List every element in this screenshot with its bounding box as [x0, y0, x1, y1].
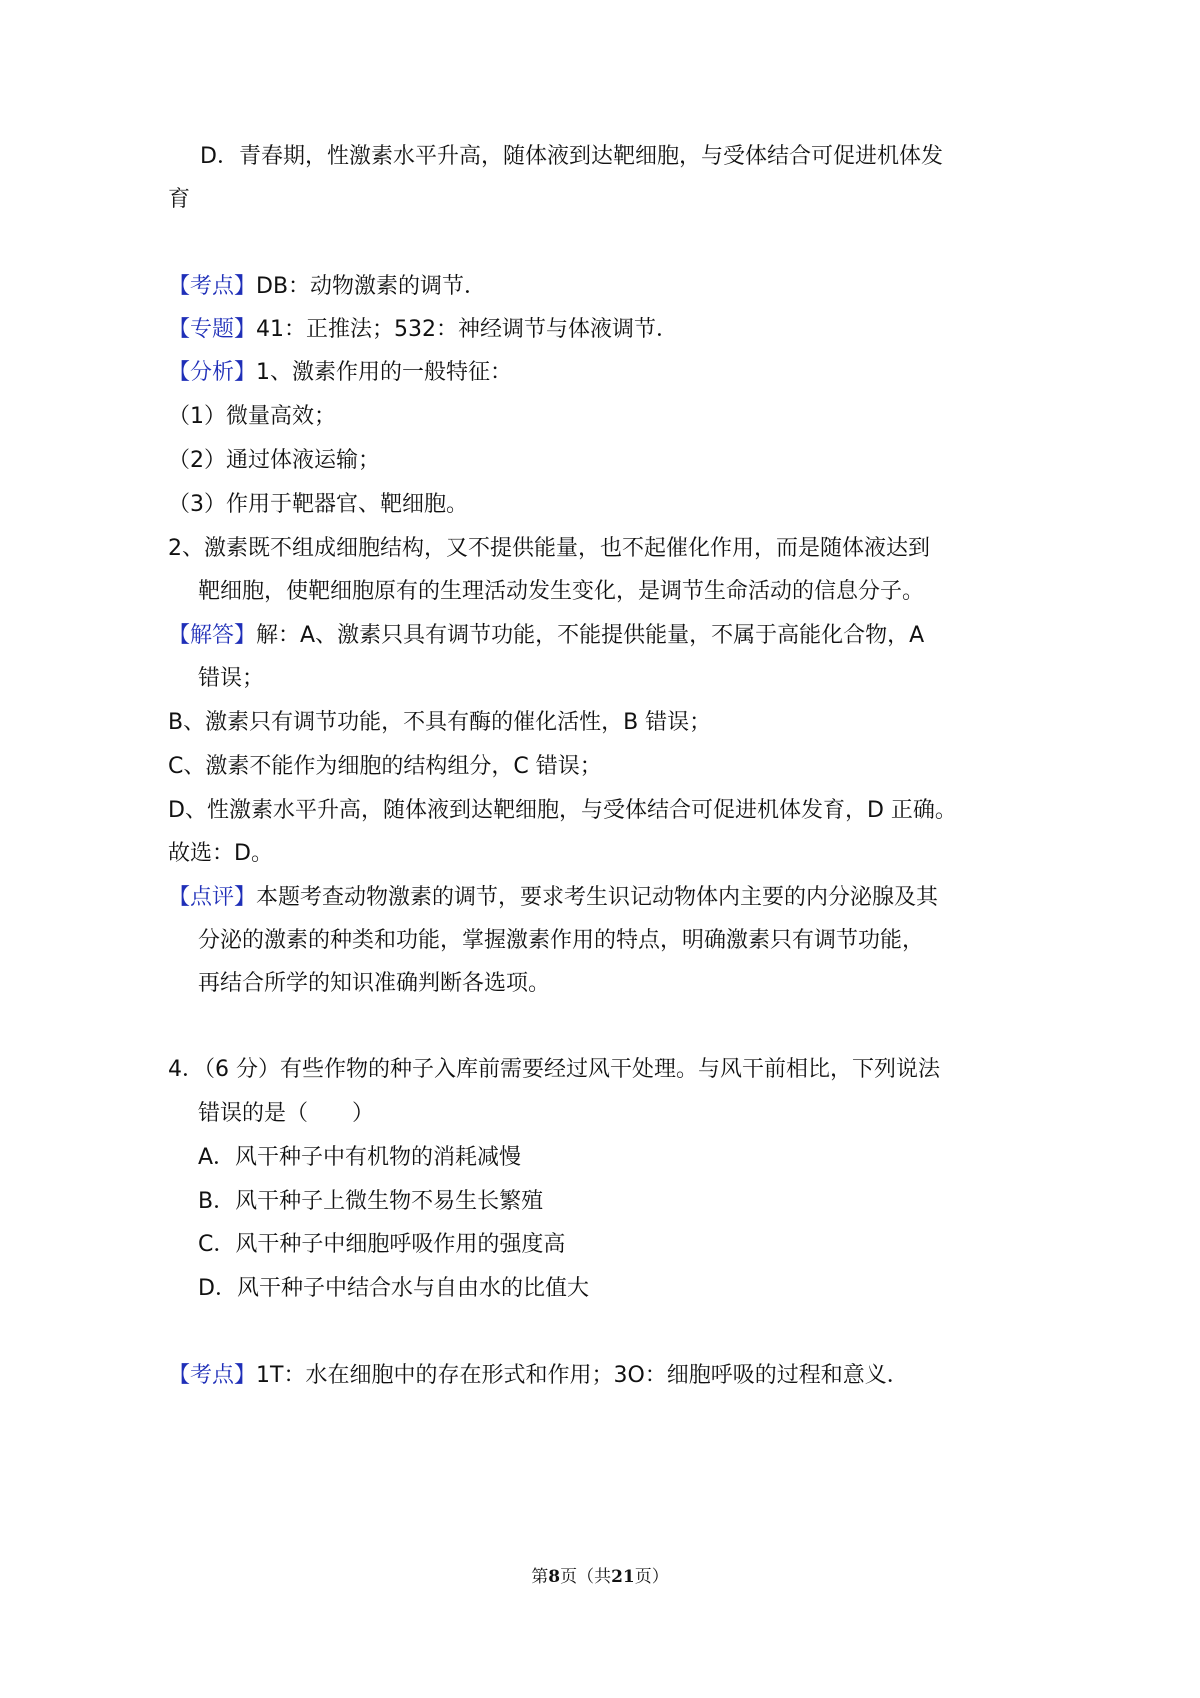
jieda-choice: 故选：D。 — [168, 841, 273, 866]
footer-total-pages: 21 — [611, 1567, 635, 1587]
fenxi-text: 1、激素作用的一般特征： — [256, 360, 513, 385]
q3-kaodian — [168, 272, 486, 302]
footer-suffix: 页） — [634, 1567, 669, 1587]
dianping-line3: 再结合所学的知识准确判断各选项。 — [198, 971, 551, 996]
dianping-line1: 本题考查动物激素的调节，要求考生识记动物体内主要的内分泌腺及其 — [256, 885, 939, 910]
q3-jieda — [168, 621, 924, 651]
q3-dianping — [168, 883, 938, 913]
fenxi-item-3: （3）作用于靶器官、靶细胞。 — [168, 492, 468, 517]
q4-kaodian-tag: 【考点】 — [168, 1363, 257, 1388]
jieda-line1: 解：A、激素只具有调节功能，不能提供能量，不属于高能化合物，A — [256, 623, 925, 648]
fenxi-tag: 【分析】 — [168, 360, 257, 385]
dianping-line2: 分泌的激素的种类和功能，掌握激素作用的特点，明确激素只有调节功能， — [198, 928, 925, 953]
kaodian-tag: 【考点】 — [168, 274, 257, 299]
jieda-c: C、激素不能作为细胞的结构组分，C 错误； — [168, 754, 602, 779]
top-option-d-line1: D．青春期，性激素水平升高，随体液到达靶细胞，与受体结合可促进机体发 — [200, 144, 943, 169]
q4-kaodian-text: 1T：水在细胞中的存在形式和作用；3O：细胞呼吸的过程和意义． — [256, 1363, 909, 1388]
q4-option-c: C．风干种子中细胞呼吸作用的强度高 — [198, 1232, 566, 1257]
top-option-d-line2: 育 — [168, 187, 191, 212]
jieda-line2: 错误； — [198, 666, 265, 691]
fenxi-item-1: （1）微量高效； — [168, 404, 336, 429]
q3-zhuanti — [168, 315, 678, 345]
jieda-d: D、性激素水平升高，随体液到达靶细胞，与受体结合可促进机体发育，D 正确。 — [168, 798, 957, 823]
q4-option-a: A．风干种子中有机物的消耗减慢 — [198, 1145, 522, 1170]
footer-page-number: 8 — [548, 1567, 561, 1587]
q4-stem-line1: 4．（6 分）有些作物的种子入库前需要经过风干处理。与风干前相比，下列说法 — [168, 1057, 940, 1082]
fenxi-point2-line1: 2、激素既不组成细胞结构，又不提供能量，也不起催化作用，而是随体液达到 — [168, 536, 930, 561]
kaodian-text: DB：动物激素的调节． — [256, 274, 487, 299]
zhuanti-tag: 【专题】 — [168, 317, 257, 342]
fenxi-point2-line2: 靶细胞，使靶细胞原有的生理活动发生变化，是调节生命活动的信息分子。 — [198, 579, 925, 604]
zhuanti-text: 41：正推法；532：神经调节与体液调节． — [256, 317, 679, 342]
q4-kaodian — [168, 1361, 909, 1391]
page-footer — [0, 1562, 1200, 1587]
dianping-tag: 【点评】 — [168, 885, 257, 910]
footer-middle: 页（共 — [560, 1567, 612, 1587]
q3-fenxi — [168, 358, 512, 388]
jieda-tag: 【解答】 — [168, 623, 257, 648]
q4-stem-line2: 错误的是（ ） — [198, 1101, 375, 1126]
q4-option-b: B．风干种子上微生物不易生长繁殖 — [198, 1189, 544, 1214]
jieda-b: B、激素只有调节功能，不具有酶的催化活性，B 错误； — [168, 710, 712, 735]
fenxi-item-2: （2）通过体液运输； — [168, 448, 380, 473]
footer-prefix: 第 — [531, 1567, 549, 1587]
q4-option-d: D．风干种子中结合水与自由水的比值大 — [198, 1276, 589, 1301]
